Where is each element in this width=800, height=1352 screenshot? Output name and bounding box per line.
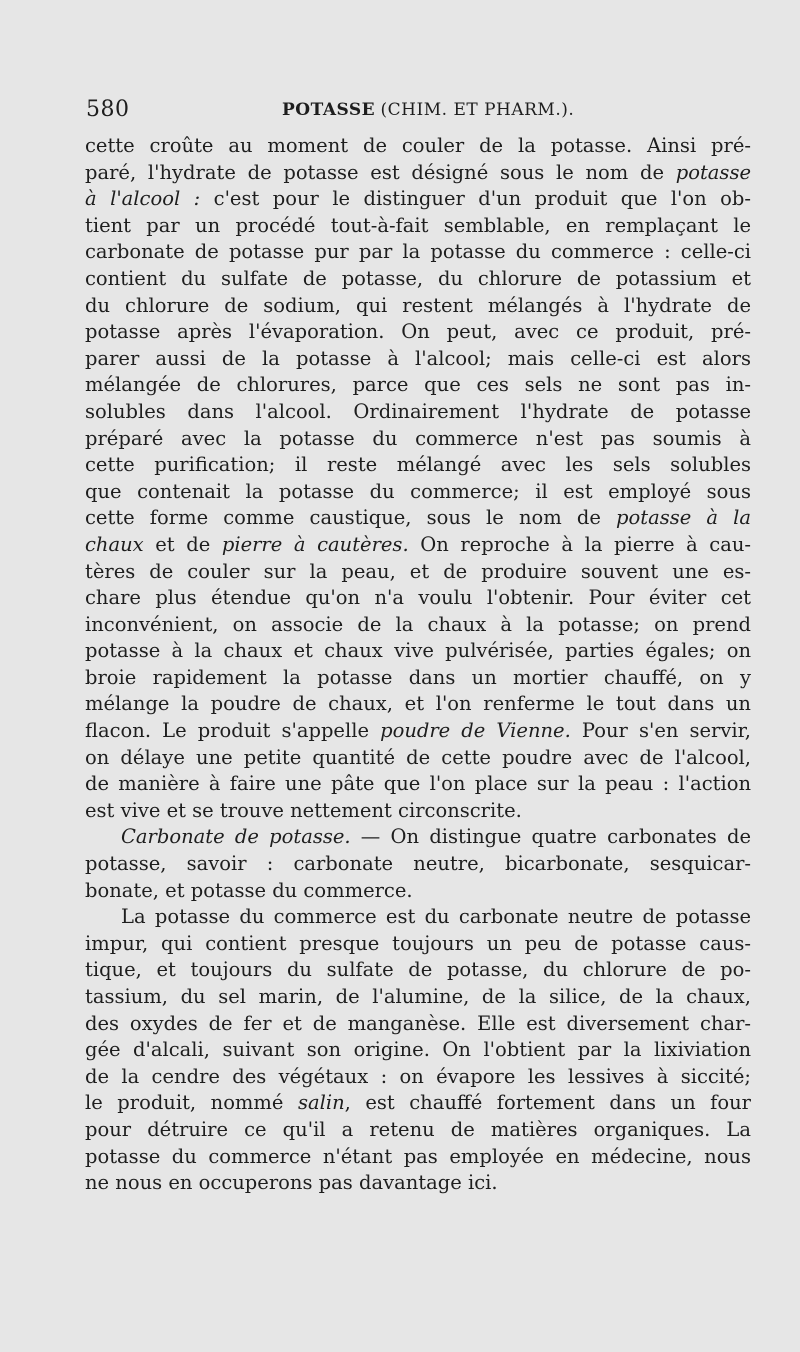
text-line	[85, 851, 751, 878]
text-run: chare plus étendue qu'on n'a voulu l'obtenir. Pour éviter cet	[85, 586, 751, 610]
italic-text: potasse	[675, 160, 751, 184]
text-line	[85, 824, 751, 851]
text-line	[85, 452, 751, 479]
text-line	[85, 904, 751, 931]
text-run: tient par un procédé tout-à-fait semblable, en remplaçant le	[85, 213, 751, 237]
text-run: cette forme comme caustique, sous le nom de	[85, 506, 617, 530]
text-run: solubles dans l'alcool. Ordinairement l'hydrate de potasse	[85, 399, 751, 423]
text-run: que contenait la potasse du commerce; il est employé sous	[85, 479, 751, 503]
italic-text: Carbonate de potasse.	[121, 825, 351, 849]
text-line	[85, 532, 751, 559]
italic-text: poudre de Vienne.	[380, 719, 571, 743]
text-line	[85, 878, 751, 905]
text-run: , est chauffé fortement dans un four	[344, 1091, 751, 1115]
text-line	[85, 1011, 751, 1038]
body-text	[85, 133, 751, 1197]
text-run: le produit, nommé	[85, 1091, 298, 1115]
text-run: cette purification; il reste mélangé avec les sels solubles	[85, 453, 751, 477]
text-run: de manière à faire une pâte que l'on place sur la peau : l'action	[85, 772, 751, 796]
text-run: bonate, et potasse du commerce.	[85, 878, 413, 902]
italic-text: salin	[297, 1091, 345, 1115]
text-run: de la cendre des végétaux : on évapore les lessives à siccité;	[85, 1064, 751, 1088]
text-line	[85, 266, 751, 293]
text-run: pour détruire ce qu'il a retenu de matières organiques. La	[85, 1117, 751, 1141]
text-run: tères de couler sur la peau, et de produire souvent une es-	[85, 559, 751, 583]
page-number: 580	[86, 97, 130, 122]
text-line	[85, 160, 751, 187]
text-run: potasse à la chaux et chaux vive pulvérisée, parties égales; on	[85, 639, 751, 663]
italic-text: potasse à la	[616, 506, 751, 530]
text-run: cette croûte au moment de couler de la potasse. Ainsi pré-	[85, 134, 751, 157]
text-line	[85, 293, 751, 320]
running-title-subject: (CHIM. ET PHARM.).	[380, 100, 575, 120]
text-run: potasse du commerce n'étant pas employée en médecine, nous	[85, 1144, 751, 1168]
text-line	[85, 239, 751, 266]
text-line	[85, 479, 751, 506]
text-line	[85, 372, 751, 399]
text-run: c'est pour le distinguer d'un produit que l'on ob-	[200, 187, 751, 211]
text-line	[85, 798, 751, 825]
text-line	[85, 585, 751, 612]
text-line	[85, 213, 751, 240]
text-run: Pour s'en servir,	[570, 719, 751, 743]
text-line	[85, 426, 751, 453]
text-line	[85, 1064, 751, 1091]
text-run: et de	[143, 532, 222, 556]
text-run: tique, et toujours du sulfate de potasse, du chlorure de po-	[85, 958, 751, 982]
text-line	[85, 346, 751, 373]
text-run: on délaye une petite quantité de cette poudre avec de l'alcool,	[85, 745, 751, 769]
text-run: carbonate de potasse pur par la potasse du commerce : celle-ci	[85, 240, 751, 264]
italic-text: pierre à cautères.	[221, 532, 409, 556]
italic-text: chaux	[85, 532, 144, 556]
text-line	[85, 984, 751, 1011]
text-run: contient du sulfate de potasse, du chlorure de potassium et	[85, 266, 751, 290]
text-run: du chlorure de sodium, qui restent mélangés à l'hydrate de	[85, 293, 751, 317]
text-run: est vive et se trouve nettement circonscrite.	[85, 798, 522, 822]
text-line	[85, 957, 751, 984]
text-line	[85, 691, 751, 718]
text-run: broie rapidement la potasse dans un mortier chauffé, on y	[85, 665, 751, 689]
text-run: mélangée de chlorures, parce que ces sels ne sont pas in-	[85, 373, 751, 397]
text-run: des oxydes de fer et de manganèse. Elle est diversement char-	[85, 1011, 751, 1035]
text-line	[85, 1090, 751, 1117]
text-line	[85, 1037, 751, 1064]
text-run: gée d'alcali, suivant son origine. On l'obtient par la lixiviation	[85, 1038, 751, 1062]
text-run: On reproche à la pierre à cau-	[408, 532, 751, 556]
text-run: potasse, savoir : carbonate neutre, bicarbonate, sesquicar-	[85, 852, 751, 876]
text-line	[85, 319, 751, 346]
text-line	[85, 665, 751, 692]
text-run: tassium, du sel marin, de l'alumine, de la silice, de la chaux,	[85, 985, 751, 1008]
text-run: préparé avec la potasse du commerce n'est pas soumis à	[85, 426, 751, 450]
text-line	[85, 1144, 751, 1171]
running-title-main: POTASSE	[282, 100, 376, 120]
text-line	[85, 931, 751, 958]
text-line	[85, 133, 751, 160]
text-line	[85, 638, 751, 665]
running-head	[86, 96, 746, 126]
text-run: parer aussi de la potasse à l'alcool; mais celle-ci est alors	[85, 346, 751, 370]
text-line	[85, 505, 751, 532]
text-run: paré, l'hydrate de potasse est désigné sous le nom de	[85, 160, 676, 184]
text-run: mélange la poudre de chaux, et l'on renferme le tout dans un	[85, 692, 751, 716]
text-line	[85, 559, 751, 586]
running-title	[282, 96, 574, 124]
text-line	[85, 186, 751, 213]
text-run: inconvénient, on associe de la chaux à la potasse; on prend	[85, 612, 751, 636]
text-run: — On distingue quatre carbonates de	[350, 825, 751, 849]
text-line	[85, 399, 751, 426]
text-line	[85, 612, 751, 639]
text-line	[85, 745, 751, 772]
italic-text: à l'alcool :	[85, 187, 201, 211]
text-run: impur, qui contient presque toujours un peu de potasse caus-	[85, 931, 751, 955]
text-run: ne nous en occuperons pas davantage ici.	[85, 1171, 498, 1195]
text-line	[85, 1170, 751, 1197]
text-run: flacon. Le produit s'appelle	[85, 719, 381, 743]
text-line	[85, 718, 751, 745]
text-line	[85, 771, 751, 798]
text-line	[85, 1117, 751, 1144]
text-run: La potasse du commerce est du carbonate neutre de potasse	[121, 905, 751, 929]
text-run: potasse après l'évaporation. On peut, avec ce produit, pré-	[85, 320, 751, 344]
